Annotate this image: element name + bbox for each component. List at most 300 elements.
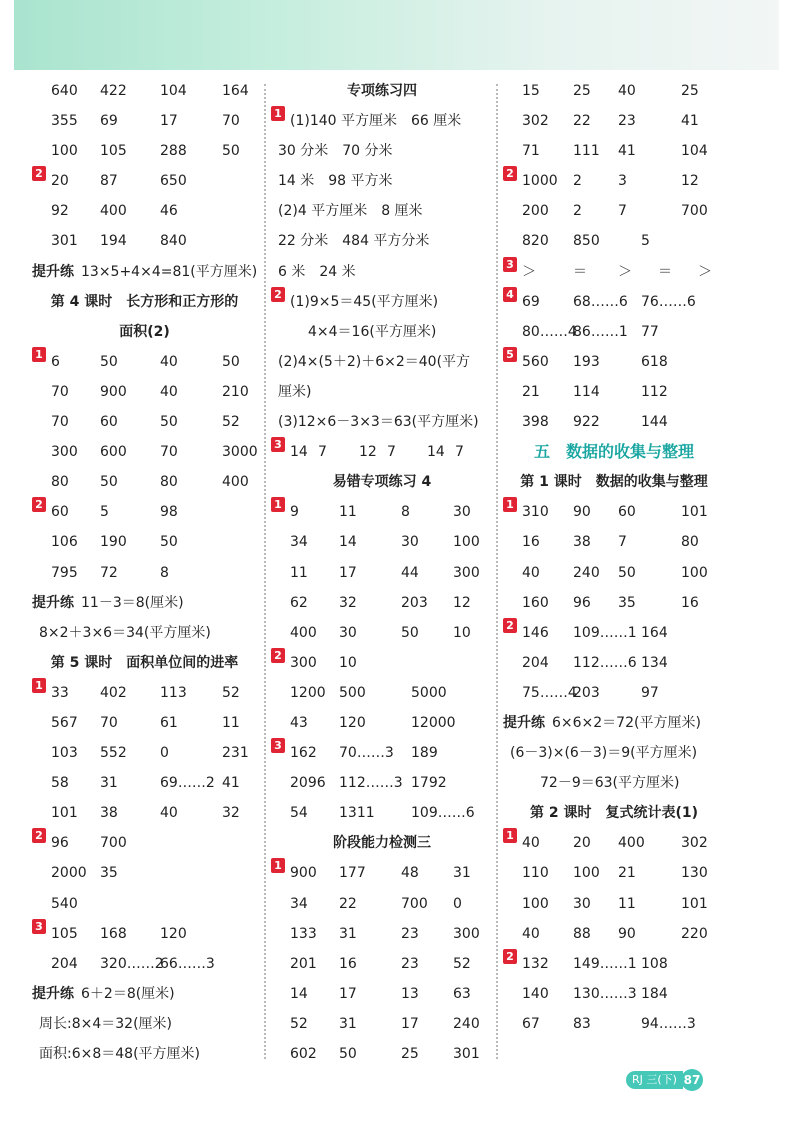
- answer-row: [271, 407, 493, 437]
- answer-row: [271, 226, 493, 256]
- answer-cell: 96: [573, 594, 591, 611]
- question-number-badge: 1: [32, 678, 46, 693]
- answer-row: [271, 196, 493, 226]
- answer-cell: 400: [222, 474, 249, 491]
- answer-cell: 70: [51, 383, 69, 400]
- answer-cell: 201: [290, 955, 317, 972]
- answer-cell: 25: [681, 83, 699, 99]
- answer-text: (1)9×5＝45(平方厘米): [290, 293, 439, 310]
- answer-cell: 3000: [222, 444, 258, 461]
- answer-cell: 70: [100, 714, 118, 731]
- lesson-title: 专项练习四: [347, 83, 417, 99]
- answer-row: [271, 828, 493, 858]
- question-number-badge: 3: [503, 257, 517, 272]
- answer-row: [32, 226, 257, 256]
- answer-cell: 15: [522, 83, 540, 99]
- answer-cell: 220: [681, 925, 708, 942]
- answer-cell: 40: [522, 835, 540, 852]
- answer-cell: 120: [339, 714, 366, 731]
- answer-cell: 96: [51, 835, 69, 852]
- answer-row: [271, 618, 493, 648]
- answer-cell: 40: [618, 83, 636, 99]
- answer-row: [503, 76, 725, 106]
- answer-cell: 288: [160, 143, 187, 160]
- answer-row: [271, 708, 493, 738]
- question-number-badge: 2: [32, 497, 46, 512]
- answer-cell: 21: [618, 865, 636, 882]
- answer-row: [32, 949, 257, 979]
- answer-row: [32, 588, 257, 618]
- answer-row: [32, 136, 257, 166]
- answer-cell: 100: [573, 865, 600, 882]
- answer-cell: 146: [522, 624, 549, 641]
- answer-cell: 17: [339, 985, 357, 1002]
- question-number-badge: 3: [271, 437, 285, 452]
- answer-row: [503, 166, 725, 196]
- answer-cell: 50: [160, 414, 178, 431]
- answer-cell: 31: [453, 865, 471, 882]
- answer-cell: 86……1: [573, 323, 628, 340]
- answer-cell: 203: [401, 594, 428, 611]
- answer-cell: 7: [455, 444, 464, 461]
- answer-cell: ＞: [618, 263, 632, 280]
- answer-text: 22 分米 484 平方分米: [278, 233, 430, 250]
- answer-row: [503, 136, 725, 166]
- answer-cell: 5: [100, 504, 109, 521]
- answer-cell: 302: [681, 835, 708, 852]
- answer-cell: 300: [453, 564, 480, 581]
- answer-cell: 14: [290, 444, 308, 461]
- answer-row: [32, 708, 257, 738]
- answer-cell: 7: [387, 444, 396, 461]
- answer-cell: 106: [51, 534, 78, 551]
- answer-cell: 104: [160, 83, 187, 99]
- unit-title: 五 数据的收集与整理: [533, 442, 694, 462]
- answer-cell: 168: [100, 925, 127, 942]
- answer-row: [32, 828, 257, 858]
- answer-row: [271, 437, 493, 467]
- answer-row: [271, 136, 493, 166]
- answer-cell: 11: [618, 895, 636, 912]
- answer-cell: 77: [641, 323, 659, 340]
- answer-text: (1)140 平方厘米 66 厘米: [290, 113, 462, 130]
- answer-cell: 38: [573, 534, 591, 551]
- answer-cell: 72: [100, 564, 118, 581]
- answer-text: 8×2＋3×6＝34(平方厘米): [39, 624, 211, 641]
- answer-cell: 11: [222, 714, 240, 731]
- answer-cell: 32: [222, 805, 240, 822]
- answer-text: 6＋2＝8(厘米): [81, 985, 175, 1002]
- answer-cell: 30: [453, 504, 471, 521]
- answer-cell: 402: [100, 684, 127, 701]
- answer-row: [32, 919, 257, 949]
- answer-cell: 133: [290, 925, 317, 942]
- answer-cell: 850: [573, 233, 600, 250]
- question-number-badge: 3: [271, 738, 285, 753]
- answer-cell: 14: [290, 985, 308, 1002]
- answer-cell: 50: [401, 624, 419, 641]
- answer-cell: 12: [359, 444, 377, 461]
- answer-row: [32, 377, 257, 407]
- answer-cell: 34: [290, 895, 308, 912]
- answer-row: [271, 858, 493, 888]
- answer-cell: 54: [290, 805, 308, 822]
- answer-cell: 840: [160, 233, 187, 250]
- answer-row: [503, 618, 725, 648]
- answer-cell: 16: [522, 534, 540, 551]
- question-number-badge: 2: [503, 949, 517, 964]
- answer-cell: 1200: [290, 684, 326, 701]
- answer-cell: 43: [290, 714, 308, 731]
- answer-cell: 41: [618, 143, 636, 160]
- answer-cell: 100: [51, 143, 78, 160]
- question-number-badge: 2: [503, 166, 517, 181]
- answer-column-3: [503, 76, 725, 1039]
- answer-text: 13×5+4×4=81(平方厘米): [81, 263, 258, 280]
- answer-cell: 231: [222, 745, 249, 762]
- answer-row: [32, 76, 257, 106]
- answer-row: [271, 979, 493, 1009]
- answer-cell: 8: [401, 504, 410, 521]
- question-number-badge: 3: [32, 919, 46, 934]
- question-number-badge: 2: [271, 287, 285, 302]
- answer-cell: 12: [681, 173, 699, 190]
- answer-cell: 7: [618, 203, 627, 220]
- answer-row: [503, 949, 725, 979]
- answer-row: [503, 467, 725, 497]
- question-number-badge: 1: [271, 106, 285, 121]
- answer-row: [32, 648, 257, 678]
- answer-cell: 162: [290, 745, 317, 762]
- answer-row: [271, 949, 493, 979]
- answer-cell: 300: [453, 925, 480, 942]
- answer-cell: 2000: [51, 865, 87, 882]
- answer-cell: 35: [100, 865, 118, 882]
- answer-cell: 109……1: [573, 624, 637, 641]
- lesson-title: 第 5 课时 面积单位间的进率: [50, 654, 239, 671]
- lesson-title: 第 1 课时 数据的收集与整理: [520, 474, 708, 491]
- answer-row: [271, 347, 493, 377]
- answer-cell: 31: [339, 925, 357, 942]
- answer-text: 6×6×2＝72(平方厘米): [552, 714, 701, 731]
- answer-cell: 103: [51, 745, 78, 762]
- answer-cell: 600: [100, 444, 127, 461]
- answer-cell: 130……3: [573, 985, 637, 1002]
- question-number-badge: 2: [32, 166, 46, 181]
- answer-cell: 8: [160, 564, 169, 581]
- answer-row: [503, 648, 725, 678]
- answer-cell: 7: [318, 444, 327, 461]
- answer-row: [32, 527, 257, 557]
- answer-cell: 7: [618, 534, 627, 551]
- answer-row: [32, 166, 257, 196]
- practice-label: 提升练: [32, 985, 74, 1002]
- answer-cell: 14: [339, 534, 357, 551]
- answer-row: [271, 257, 493, 287]
- answer-cell: 22: [339, 895, 357, 912]
- answer-cell: 900: [290, 865, 317, 882]
- answer-cell: 69: [522, 293, 540, 310]
- answer-cell: 34: [290, 534, 308, 551]
- answer-row: [503, 979, 725, 1009]
- answer-cell: 302: [522, 113, 549, 130]
- answer-cell: 52: [222, 414, 240, 431]
- answer-text: 11－3＝8(厘米): [81, 594, 184, 611]
- answer-cell: 355: [51, 113, 78, 130]
- answer-cell: 23: [401, 955, 419, 972]
- answer-cell: 1792: [411, 775, 447, 792]
- answer-row: [32, 437, 257, 467]
- answer-row: [503, 738, 725, 768]
- answer-cell: 301: [51, 233, 78, 250]
- answer-row: [32, 618, 257, 648]
- question-number-badge: 1: [503, 828, 517, 843]
- answer-cell: 5000: [411, 684, 447, 701]
- answer-cell: 35: [618, 594, 636, 611]
- answer-cell: 203: [573, 684, 600, 701]
- answer-cell: 110: [522, 865, 549, 882]
- answer-row: [271, 648, 493, 678]
- question-number-badge: 4: [503, 287, 517, 302]
- answer-cell: 20: [51, 173, 69, 190]
- answer-cell: 14: [427, 444, 445, 461]
- answer-row: [271, 166, 493, 196]
- answer-cell: 1311: [339, 805, 375, 822]
- answer-cell: 92: [51, 203, 69, 220]
- answer-cell: 400: [100, 203, 127, 220]
- answer-cell: 70: [222, 113, 240, 130]
- answer-cell: 50: [100, 474, 118, 491]
- answer-cell: 40: [522, 564, 540, 581]
- answer-cell: 500: [339, 684, 366, 701]
- answer-cell: 310: [522, 504, 549, 521]
- answer-text: 周长:8×4＝32(厘米): [39, 1015, 172, 1032]
- answer-row: [503, 407, 725, 437]
- answer-row: [503, 768, 725, 798]
- answer-cell: 820: [522, 233, 549, 250]
- answer-row: [271, 919, 493, 949]
- answer-row: [503, 497, 725, 527]
- answer-row: [32, 317, 257, 347]
- grade-tag: RJ 三(下): [626, 1071, 683, 1089]
- answer-cell: 640: [51, 83, 78, 99]
- answer-row: [503, 558, 725, 588]
- answer-cell: 210: [222, 383, 249, 400]
- answer-cell: 80……4: [522, 323, 577, 340]
- answer-cell: 112: [641, 383, 668, 400]
- question-number-badge: 2: [32, 828, 46, 843]
- answer-cell: 700: [401, 895, 428, 912]
- answer-row: [32, 407, 257, 437]
- answer-cell: 61: [160, 714, 178, 731]
- answer-row: [32, 768, 257, 798]
- answer-row: [503, 858, 725, 888]
- answer-row: [503, 889, 725, 919]
- column-divider: [496, 84, 498, 1059]
- practice-label: 提升练: [503, 714, 545, 731]
- answer-cell: 80: [51, 474, 69, 491]
- answer-cell: 400: [618, 835, 645, 852]
- question-number-badge: 1: [32, 347, 46, 362]
- answer-cell: 80: [681, 534, 699, 551]
- answer-row: [503, 196, 725, 226]
- practice-label: 提升练: [32, 263, 74, 280]
- answer-cell: 32: [339, 594, 357, 611]
- answer-row: [32, 1009, 257, 1039]
- answer-cell: 3: [618, 173, 627, 190]
- answer-cell: 71: [522, 143, 540, 160]
- answer-row: [271, 798, 493, 828]
- answer-cell: 149……1: [573, 955, 637, 972]
- answer-cell: 60: [618, 504, 636, 521]
- answer-cell: 105: [100, 143, 127, 160]
- practice-label: 提升练: [32, 594, 74, 611]
- answer-column-1: [32, 76, 257, 1069]
- answer-row: [32, 196, 257, 226]
- answer-row: [503, 226, 725, 256]
- answer-cell: 98: [160, 504, 178, 521]
- answer-row: [32, 858, 257, 888]
- answer-text: (2)4 平方厘米 8 厘米: [278, 203, 423, 220]
- answer-cell: ＝: [658, 263, 672, 280]
- answer-row: [503, 708, 725, 738]
- answer-cell: 25: [573, 83, 591, 99]
- answer-cell: 184: [641, 985, 668, 1002]
- header-banner: [14, 0, 779, 70]
- answer-cell: 12000: [411, 714, 456, 731]
- answer-cell: 87: [100, 173, 118, 190]
- answer-cell: 67: [522, 1015, 540, 1032]
- answer-cell: 204: [51, 955, 78, 972]
- answer-text: 30 分米 70 分米: [278, 143, 393, 160]
- answer-cell: ＞: [698, 263, 712, 280]
- answer-cell: 618: [641, 353, 668, 370]
- answer-row: [271, 678, 493, 708]
- answer-cell: 44: [401, 564, 419, 581]
- answer-cell: 101: [681, 504, 708, 521]
- answer-cell: 2: [573, 173, 582, 190]
- answer-text: 面积:6×8＝48(平方厘米): [39, 1046, 200, 1062]
- answer-cell: 650: [160, 173, 187, 190]
- answer-cell: 16: [339, 955, 357, 972]
- answer-row: [503, 377, 725, 407]
- answer-cell: 189: [411, 745, 438, 762]
- answer-cell: 50: [160, 534, 178, 551]
- answer-cell: 20: [573, 835, 591, 852]
- answer-row: [32, 287, 257, 317]
- answer-cell: 200: [522, 203, 549, 220]
- answer-cell: 560: [522, 353, 549, 370]
- answer-cell: 88: [573, 925, 591, 942]
- answer-cell: 164: [641, 624, 668, 641]
- answer-row: [32, 678, 257, 708]
- answer-cell: 700: [100, 835, 127, 852]
- answer-row: [271, 106, 493, 136]
- answer-cell: 70: [160, 444, 178, 461]
- answer-cell: ＞: [522, 263, 536, 280]
- answer-row: [503, 678, 725, 708]
- answer-column-2: [271, 76, 493, 1069]
- answer-cell: 70: [51, 414, 69, 431]
- answer-cell: 58: [51, 775, 69, 792]
- answer-cell: 130: [681, 865, 708, 882]
- answer-cell: 40: [160, 383, 178, 400]
- answer-cell: 301: [453, 1046, 480, 1062]
- answer-cell: 66……3: [160, 955, 215, 972]
- answer-row: [32, 257, 257, 287]
- answer-row: [503, 798, 725, 828]
- answer-row: [503, 588, 725, 618]
- answer-cell: 60: [51, 504, 69, 521]
- answer-cell: 50: [222, 143, 240, 160]
- answer-cell: 398: [522, 414, 549, 431]
- answer-cell: ＝: [573, 263, 587, 280]
- answer-text: 厘米): [278, 383, 312, 400]
- lesson-title: 阶段能力检测三: [333, 835, 431, 852]
- answer-cell: 23: [618, 113, 636, 130]
- answer-cell: 75……4: [522, 684, 577, 701]
- answer-cell: 164: [222, 83, 249, 99]
- answer-cell: 922: [573, 414, 600, 431]
- answer-cell: 52: [222, 684, 240, 701]
- answer-cell: 109……6: [411, 805, 475, 822]
- answer-cell: 240: [453, 1015, 480, 1032]
- answer-cell: 140: [522, 985, 549, 1002]
- answer-text: (2)4×(5＋2)＋6×2＝40(平方: [278, 353, 471, 370]
- answer-cell: 50: [339, 1046, 357, 1062]
- page-footer: [626, 1070, 703, 1090]
- answer-cell: 50: [222, 353, 240, 370]
- answer-cell: 300: [51, 444, 78, 461]
- answer-cell: 90: [618, 925, 636, 942]
- lesson-title: 第 4 课时 长方形和正方形的: [50, 293, 239, 310]
- answer-cell: 6: [51, 353, 60, 370]
- answer-cell: 60: [100, 414, 118, 431]
- answer-cell: 69……2: [160, 775, 215, 792]
- answer-cell: 17: [339, 564, 357, 581]
- answer-row: [32, 467, 257, 497]
- answer-cell: 83: [573, 1015, 591, 1032]
- answer-row: [32, 738, 257, 768]
- answer-cell: 90: [573, 504, 591, 521]
- answer-cell: 21: [522, 383, 540, 400]
- answer-cell: 94……3: [641, 1015, 696, 1032]
- answer-cell: 52: [290, 1015, 308, 1032]
- answer-cell: 160: [522, 594, 549, 611]
- answer-row: [271, 738, 493, 768]
- answer-cell: 0: [453, 895, 462, 912]
- question-number-badge: 2: [503, 618, 517, 633]
- answer-row: [271, 467, 493, 497]
- answer-cell: 40: [522, 925, 540, 942]
- answer-row: [271, 588, 493, 618]
- answer-text: (3)12×6－3×3＝63(平方厘米): [278, 414, 479, 431]
- answer-cell: 100: [453, 534, 480, 551]
- question-number-badge: 1: [271, 858, 285, 873]
- question-number-badge: 1: [503, 497, 517, 512]
- answer-cell: 193: [573, 353, 600, 370]
- answer-row: [503, 1009, 725, 1039]
- answer-row: [271, 768, 493, 798]
- answer-text: 4×4＝16(平方厘米): [308, 323, 437, 340]
- answer-cell: 1000: [522, 173, 558, 190]
- answer-cell: 602: [290, 1046, 317, 1062]
- answer-cell: 104: [681, 143, 708, 160]
- answer-cell: 112……6: [573, 654, 637, 671]
- lesson-title: 第 2 课时 复式统计表(1): [529, 805, 699, 822]
- answer-cell: 567: [51, 714, 78, 731]
- answer-cell: 11: [290, 564, 308, 581]
